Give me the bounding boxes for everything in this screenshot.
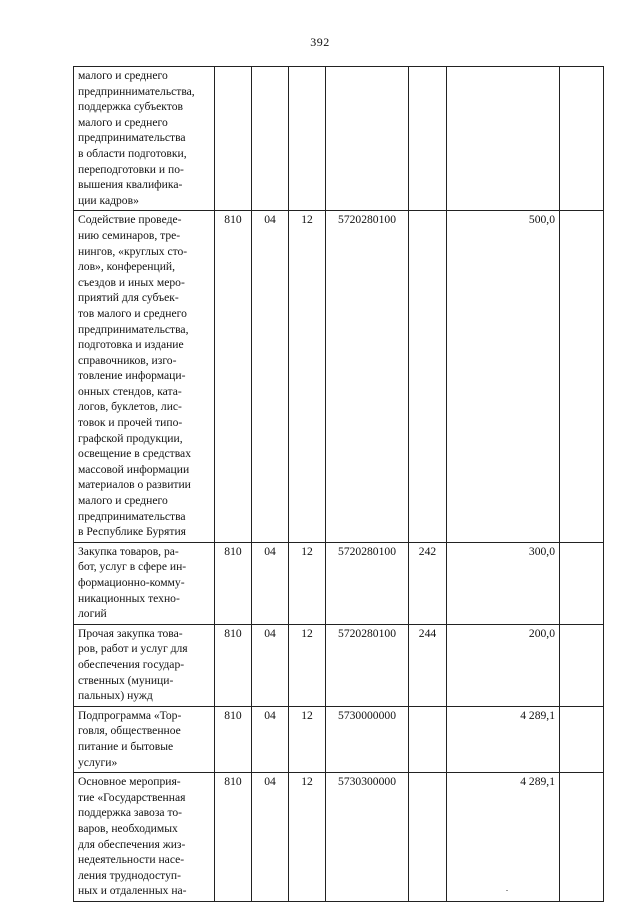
subsection-code-cell: 12 [289,211,326,542]
ministry-code-cell: 810 [215,542,252,624]
subsection-code-cell: 12 [289,542,326,624]
row-name-cell: Прочая закупка това- ров, работ и услуг для обеспечения государ- ственных (муници- пальных) нужд [74,624,215,706]
section-code-cell: 04 [252,624,289,706]
target-article-cell: 5720280100 [326,211,409,542]
row-name-cell: Закупка товаров, ра- бот, услуг в сфере ин- формационно-комму- никационных техно- логий [74,542,215,624]
ministry-code-cell: 810 [215,773,252,902]
budget-table-body [74,67,604,902]
row-name-cell: Подпрограмма «Тор- говля, общественное питание и бытовые услуги» [74,706,215,772]
target-article-cell: 5720280100 [326,542,409,624]
subsection-code-cell: 12 [289,773,326,902]
extra-cell [560,67,604,211]
table-row [74,211,604,542]
table-row [74,624,604,706]
expense-type-cell [409,706,447,772]
extra-cell [560,773,604,902]
row-name-cell: Содействие проведе- нию семинаров, тре- нингов, «круглых сто- лов», конференций, съездов и иных меро- приятий для субъек- тов малого и среднего предпринимательства, подготовка и издание справочников, изго- товление информаци- онных стендов, ката- логов, буклетов, лис- товок и прочей типо- графской продукции, освещение в средствах массовой информации материалов о развитии малого и среднего предпринимательства в Республике Бурятия [74,211,215,542]
table-row [74,542,604,624]
expense-type-cell: 244 [409,624,447,706]
subsection-code-cell [289,67,326,211]
sum-cell: 4 289,1 [447,773,560,902]
sum-cell: 300,0 [447,542,560,624]
expense-type-cell: 242 [409,542,447,624]
page-number: 392 [310,35,330,49]
expense-type-cell [409,773,447,902]
row-name-cell: малого и среднего предприннимательства, поддержка субъектов малого и среднего предпринимательства в области подготовки, переподготовки и по- вышения квалифика- ции кадров» [74,67,215,211]
table-row [74,773,604,902]
subsection-code-cell: 12 [289,706,326,772]
budget-table [73,66,604,902]
subsection-code-cell: 12 [289,624,326,706]
section-code-cell: 04 [252,773,289,902]
section-code-cell: 04 [252,211,289,542]
ministry-code-cell: 810 [215,624,252,706]
target-article-cell: 5720280100 [326,624,409,706]
sum-cell: 500,0 [447,211,560,542]
ministry-code-cell: 810 [215,706,252,772]
extra-cell [560,706,604,772]
section-code-cell [252,67,289,211]
extra-cell [560,624,604,706]
expense-type-cell [409,211,447,542]
sum-cell: 4 289,1 [447,706,560,772]
expense-type-cell [409,67,447,211]
ministry-code-cell: 810 [215,211,252,542]
target-article-cell [326,67,409,211]
ministry-code-cell [215,67,252,211]
scan-speck [506,890,508,891]
sum-cell: 200,0 [447,624,560,706]
extra-cell [560,211,604,542]
table-row [74,67,604,211]
sum-cell [447,67,560,211]
table-row [74,706,604,772]
section-code-cell: 04 [252,706,289,772]
section-code-cell: 04 [252,542,289,624]
row-name-cell: Основное мероприя- тие «Государственная поддержка завоза то- варов, необходимых для обеспечения жиз- недеятельности насе- ления труднодоступ- ных и отдаленных на- [74,773,215,902]
target-article-cell: 5730300000 [326,773,409,902]
extra-cell [560,542,604,624]
target-article-cell: 5730000000 [326,706,409,772]
